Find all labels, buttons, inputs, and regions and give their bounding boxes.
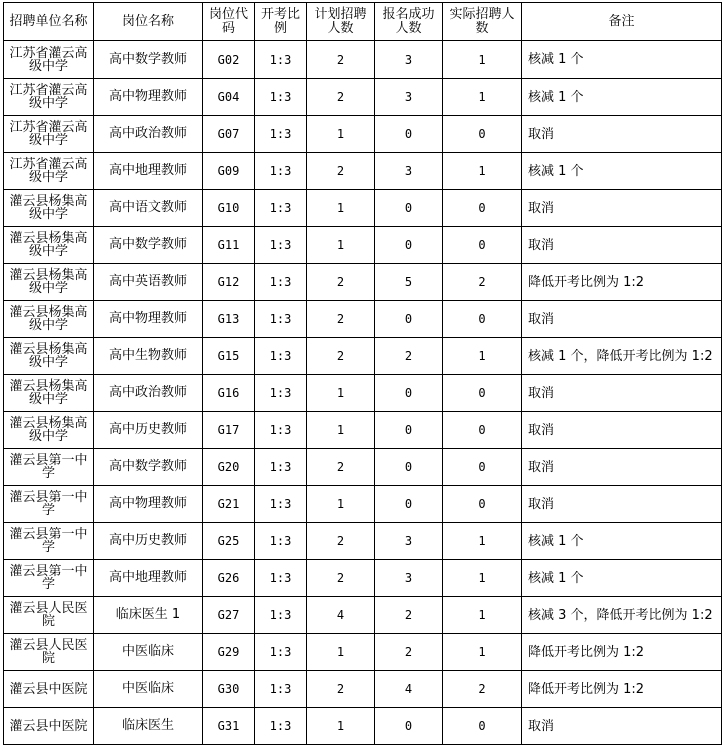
actual-cell: 0	[443, 190, 522, 227]
post-cell: 高中物理教师	[94, 486, 203, 523]
note-cell: 核减 1 个	[522, 560, 722, 597]
ratio-cell: 1:3	[255, 375, 307, 412]
actual-cell: 0	[443, 301, 522, 338]
post-cell: 高中数学教师	[94, 227, 203, 264]
code-cell: G26	[203, 560, 255, 597]
post-cell: 高中地理教师	[94, 153, 203, 190]
ratio-cell: 1:3	[255, 264, 307, 301]
table-row	[4, 227, 722, 264]
plan-cell: 1	[307, 227, 375, 264]
table-row	[4, 523, 722, 560]
code-cell: G11	[203, 227, 255, 264]
ratio-cell: 1:3	[255, 41, 307, 79]
post-cell: 高中政治教师	[94, 375, 203, 412]
table-row	[4, 264, 722, 301]
ratio-cell: 1:3	[255, 79, 307, 116]
ratio-cell: 1:3	[255, 116, 307, 153]
header-note: 备注	[522, 3, 722, 41]
post-cell: 高中数学教师	[94, 449, 203, 486]
applied-cell: 0	[375, 301, 443, 338]
plan-cell: 1	[307, 634, 375, 671]
note-cell: 取消	[522, 227, 722, 264]
unit-cell: 灌云县中医院	[4, 708, 94, 745]
applied-cell: 0	[375, 227, 443, 264]
ratio-cell: 1:3	[255, 597, 307, 634]
table-row	[4, 116, 722, 153]
applied-cell: 0	[375, 412, 443, 449]
applied-cell: 3	[375, 153, 443, 190]
post-cell: 高中地理教师	[94, 560, 203, 597]
actual-cell: 0	[443, 116, 522, 153]
code-cell: G30	[203, 671, 255, 708]
ratio-cell: 1:3	[255, 227, 307, 264]
unit-cell: 灌云县第一中学	[4, 523, 94, 560]
plan-cell: 2	[307, 560, 375, 597]
table-row	[4, 486, 722, 523]
plan-cell: 2	[307, 41, 375, 79]
note-cell: 核减 1 个	[522, 153, 722, 190]
ratio-cell: 1:3	[255, 449, 307, 486]
code-cell: G20	[203, 449, 255, 486]
unit-cell: 灌云县第一中学	[4, 560, 94, 597]
actual-cell: 1	[443, 79, 522, 116]
post-cell: 高中历史教师	[94, 523, 203, 560]
actual-cell: 1	[443, 597, 522, 634]
plan-cell: 1	[307, 375, 375, 412]
actual-cell: 1	[443, 560, 522, 597]
table-row	[4, 412, 722, 449]
code-cell: G04	[203, 79, 255, 116]
unit-cell: 江苏省灌云高级中学	[4, 41, 94, 79]
actual-cell: 0	[443, 486, 522, 523]
table-body	[4, 41, 722, 745]
header-unit: 招聘单位名称	[4, 3, 94, 41]
unit-cell: 灌云县杨集高级中学	[4, 190, 94, 227]
code-cell: G07	[203, 116, 255, 153]
unit-cell: 灌云县第一中学	[4, 449, 94, 486]
actual-cell: 1	[443, 523, 522, 560]
header-post: 岗位名称	[94, 3, 203, 41]
post-cell: 高中英语教师	[94, 264, 203, 301]
table-row	[4, 375, 722, 412]
actual-cell: 0	[443, 708, 522, 745]
note-cell: 取消	[522, 708, 722, 745]
applied-cell: 0	[375, 486, 443, 523]
unit-cell: 灌云县杨集高级中学	[4, 338, 94, 375]
plan-cell: 1	[307, 412, 375, 449]
plan-cell: 2	[307, 153, 375, 190]
header-applied: 报名成功人数	[375, 3, 443, 41]
unit-cell: 灌云县中医院	[4, 671, 94, 708]
ratio-cell: 1:3	[255, 412, 307, 449]
table-row	[4, 301, 722, 338]
code-cell: G17	[203, 412, 255, 449]
post-cell: 高中物理教师	[94, 301, 203, 338]
code-cell: G10	[203, 190, 255, 227]
code-cell: G31	[203, 708, 255, 745]
note-cell: 核减 1 个	[522, 41, 722, 79]
applied-cell: 3	[375, 523, 443, 560]
table-row	[4, 671, 722, 708]
post-cell: 临床医生 1	[94, 597, 203, 634]
table-row	[4, 634, 722, 671]
recruitment-adjustment-table	[3, 2, 722, 745]
note-cell: 核减 3 个，降低开考比例为 1:2	[522, 597, 722, 634]
note-cell: 降低开考比例为 1:2	[522, 264, 722, 301]
code-cell: G25	[203, 523, 255, 560]
code-cell: G29	[203, 634, 255, 671]
header-plan: 计划招聘人数	[307, 3, 375, 41]
post-cell: 中医临床	[94, 671, 203, 708]
applied-cell: 2	[375, 338, 443, 375]
unit-cell: 灌云县杨集高级中学	[4, 301, 94, 338]
plan-cell: 2	[307, 264, 375, 301]
code-cell: G27	[203, 597, 255, 634]
header-row	[4, 3, 722, 41]
applied-cell: 2	[375, 634, 443, 671]
post-cell: 中医临床	[94, 634, 203, 671]
unit-cell: 江苏省灌云高级中学	[4, 116, 94, 153]
ratio-cell: 1:3	[255, 486, 307, 523]
applied-cell: 0	[375, 375, 443, 412]
note-cell: 核减 1 个，降低开考比例为 1:2	[522, 338, 722, 375]
actual-cell: 0	[443, 449, 522, 486]
applied-cell: 3	[375, 41, 443, 79]
actual-cell: 0	[443, 375, 522, 412]
note-cell: 取消	[522, 116, 722, 153]
note-cell: 核减 1 个	[522, 523, 722, 560]
table-row	[4, 449, 722, 486]
unit-cell: 灌云县第一中学	[4, 486, 94, 523]
plan-cell: 2	[307, 301, 375, 338]
ratio-cell: 1:3	[255, 301, 307, 338]
table-row	[4, 708, 722, 745]
code-cell: G21	[203, 486, 255, 523]
applied-cell: 3	[375, 560, 443, 597]
plan-cell: 1	[307, 486, 375, 523]
plan-cell: 1	[307, 190, 375, 227]
unit-cell: 灌云县人民医院	[4, 597, 94, 634]
table-row	[4, 79, 722, 116]
note-cell: 取消	[522, 375, 722, 412]
table-row	[4, 597, 722, 634]
applied-cell: 3	[375, 79, 443, 116]
actual-cell: 0	[443, 412, 522, 449]
applied-cell: 5	[375, 264, 443, 301]
ratio-cell: 1:3	[255, 338, 307, 375]
applied-cell: 0	[375, 449, 443, 486]
note-cell: 取消	[522, 486, 722, 523]
actual-cell: 1	[443, 41, 522, 79]
post-cell: 高中数学教师	[94, 41, 203, 79]
ratio-cell: 1:3	[255, 671, 307, 708]
note-cell: 核减 1 个	[522, 79, 722, 116]
ratio-cell: 1:3	[255, 153, 307, 190]
actual-cell: 0	[443, 227, 522, 264]
ratio-cell: 1:3	[255, 190, 307, 227]
note-cell: 降低开考比例为 1:2	[522, 634, 722, 671]
table-row	[4, 190, 722, 227]
unit-cell: 灌云县人民医院	[4, 634, 94, 671]
ratio-cell: 1:3	[255, 560, 307, 597]
table-row	[4, 41, 722, 79]
note-cell: 取消	[522, 301, 722, 338]
table-row	[4, 153, 722, 190]
plan-cell: 2	[307, 523, 375, 560]
post-cell: 临床医生	[94, 708, 203, 745]
note-cell: 取消	[522, 412, 722, 449]
applied-cell: 2	[375, 597, 443, 634]
applied-cell: 4	[375, 671, 443, 708]
code-cell: G13	[203, 301, 255, 338]
unit-cell: 灌云县杨集高级中学	[4, 375, 94, 412]
post-cell: 高中语文教师	[94, 190, 203, 227]
header-actual: 实际招聘人数	[443, 3, 522, 41]
post-cell: 高中政治教师	[94, 116, 203, 153]
header-ratio: 开考比例	[255, 3, 307, 41]
plan-cell: 2	[307, 79, 375, 116]
applied-cell: 0	[375, 116, 443, 153]
code-cell: G09	[203, 153, 255, 190]
unit-cell: 灌云县杨集高级中学	[4, 412, 94, 449]
ratio-cell: 1:3	[255, 523, 307, 560]
actual-cell: 1	[443, 634, 522, 671]
ratio-cell: 1:3	[255, 634, 307, 671]
unit-cell: 灌云县杨集高级中学	[4, 264, 94, 301]
code-cell: G16	[203, 375, 255, 412]
post-cell: 高中物理教师	[94, 79, 203, 116]
actual-cell: 2	[443, 264, 522, 301]
actual-cell: 1	[443, 153, 522, 190]
code-cell: G02	[203, 41, 255, 79]
table-row	[4, 560, 722, 597]
unit-cell: 江苏省灌云高级中学	[4, 153, 94, 190]
unit-cell: 江苏省灌云高级中学	[4, 79, 94, 116]
unit-cell: 灌云县杨集高级中学	[4, 227, 94, 264]
header-code: 岗位代码	[203, 3, 255, 41]
plan-cell: 4	[307, 597, 375, 634]
code-cell: G15	[203, 338, 255, 375]
post-cell: 高中历史教师	[94, 412, 203, 449]
actual-cell: 1	[443, 338, 522, 375]
applied-cell: 0	[375, 708, 443, 745]
note-cell: 取消	[522, 190, 722, 227]
plan-cell: 1	[307, 116, 375, 153]
ratio-cell: 1:3	[255, 708, 307, 745]
post-cell: 高中生物教师	[94, 338, 203, 375]
plan-cell: 2	[307, 338, 375, 375]
plan-cell: 2	[307, 671, 375, 708]
actual-cell: 2	[443, 671, 522, 708]
note-cell: 取消	[522, 449, 722, 486]
table-row	[4, 338, 722, 375]
plan-cell: 1	[307, 708, 375, 745]
code-cell: G12	[203, 264, 255, 301]
plan-cell: 2	[307, 449, 375, 486]
applied-cell: 0	[375, 190, 443, 227]
note-cell: 降低开考比例为 1:2	[522, 671, 722, 708]
